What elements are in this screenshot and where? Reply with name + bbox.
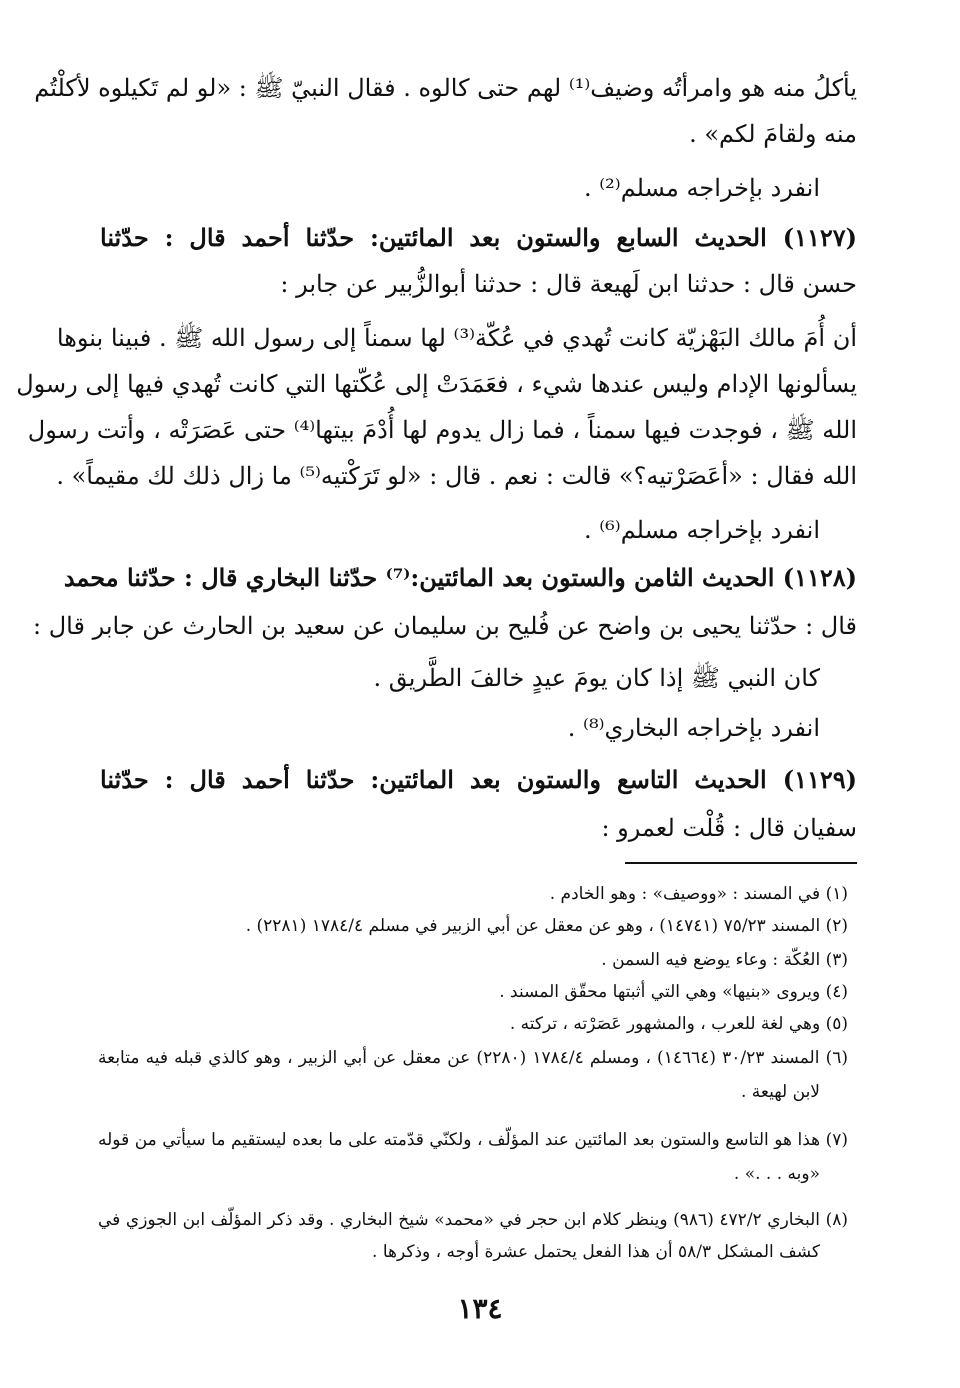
text-line: كان النبي ﷺ إذا كان يومَ عيدٍ خالفَ الطَّريق .: [373, 664, 820, 692]
text-line: (١١٢٨) الحديث الثامن والستون بعد المائتين:⁽⁷⁾ حدّثنا البخاري قال : حدّثنا محمد: [63, 563, 857, 592]
footnote-line: (٣) العُكّة : وعاء يوضع فيه السمن .: [601, 950, 848, 970]
footnote-line: (٥) وهي لغة للعرب ، والمشهور عَصَرْته ، تركته .: [509, 1014, 848, 1034]
text-line: يسألونها الإدام وليس عندها شيء ، فعَمَدَتْ إلى عُكّتها التي كانت تُهدي فيها إلى رسول: [16, 370, 857, 398]
text-line: منه ولقامَ لكم» .: [689, 120, 857, 148]
footnote-line: (٧) هذا هو التاسع والستون بعد المائتين عند المؤلّف ، ولكنّي قدّمته على ما بعده ليستقيم ما سيأتي من قوله: [98, 1130, 848, 1150]
text-line: الله فقال : «أعَصَرْتيه؟» قالت : نعم . قال : «لو تَرَكْتيه⁽⁵⁾ ما زال ذلك لك مقيماً» .: [56, 462, 857, 490]
footnote-line: (١) في المسند : «ووصيف» : وهو الخادم .: [549, 884, 848, 904]
footnote-line: لابن لهيعة .: [740, 1082, 820, 1102]
text-line: الله ﷺ ، فوجدت فيها سمناً ، فما زال يدوم لها أُدْمَ بيتها⁽⁴⁾ حتى عَصَرَتْه ، وأتت رسول: [27, 416, 857, 444]
footnote-line: (٦) المسند ٣٠/٢٣ (١٤٦٦٤) ، ومسلم ١٧٨٤/٤ (٢٢٨٠) عن معقل عن أبي الزبير ، وهو كالذي قبله فيه متابعة: [98, 1048, 848, 1068]
text-line: انفرد بإخراجه مسلم⁽²⁾ .: [584, 174, 820, 202]
footnote-line: (٤) ويروى «بنيها» وهي التي أثبتها محقّق المسند .: [499, 982, 848, 1002]
text-line: سفيان قال : قُلْت لعمرو :: [601, 814, 857, 842]
page-number: ١٣٤: [457, 1292, 503, 1325]
text-line: (١١٢٩) الحديث التاسع والستون بعد المائتين: حدّثنا أحمد قال : حدّثنا: [100, 765, 857, 794]
footnote-line: كشف المشكل ٥٨/٣ أن هذا الفعل يحتمل عشرة أوجه ، وذكرها .: [372, 1242, 820, 1262]
text-line: قال : حدّثنا يحيى بن واضح عن فُليح بن سليمان عن سعيد بن الحارث عن جابر قال :: [33, 612, 857, 640]
text-line: انفرد بإخراجه مسلم⁽⁶⁾ .: [584, 516, 820, 544]
text-line: (١١٢٧) الحديث السابع والستون بعد المائتين: حدّثنا أحمد قال : حدّثنا: [100, 223, 857, 252]
text-line: حسن قال : حدثنا ابن لَهيعة قال : حدثنا أبوالزُّبير عن جابر :: [280, 270, 857, 298]
footnote-line: (٨) البخاري ٤٧٢/٢ (٩٨٦) وينظر كلام ابن حجر في «محمد» شيخ البخاري . وقد ذكر المؤلّف ابن الجوزي في: [98, 1210, 848, 1230]
text-line: يأكلُ منه هو وامرأتُه وضيف⁽¹⁾ لهم حتى كالوه . فقال النبيّ ﷺ : «لو لم تَكيلوه لأكلْتُم: [34, 74, 857, 102]
footnote-separator: [625, 862, 857, 864]
footnote-line: (٢) المسند ٧٥/٢٣ (١٤٧٤١) ، وهو عن معقل عن أبي الزبير في مسلم ١٧٨٤/٤ (٢٢٨١) .: [245, 916, 848, 936]
text-line: انفرد بإخراجه البخاري⁽⁸⁾ .: [567, 714, 820, 742]
footnote-line: «وبه . . .» .: [733, 1164, 820, 1184]
text-line: أن أُمَ مالك البَهْزيّة كانت تُهدي في عُكّة⁽³⁾ لها سمناً إلى رسول الله ﷺ . فبينا بنوها: [56, 324, 857, 352]
